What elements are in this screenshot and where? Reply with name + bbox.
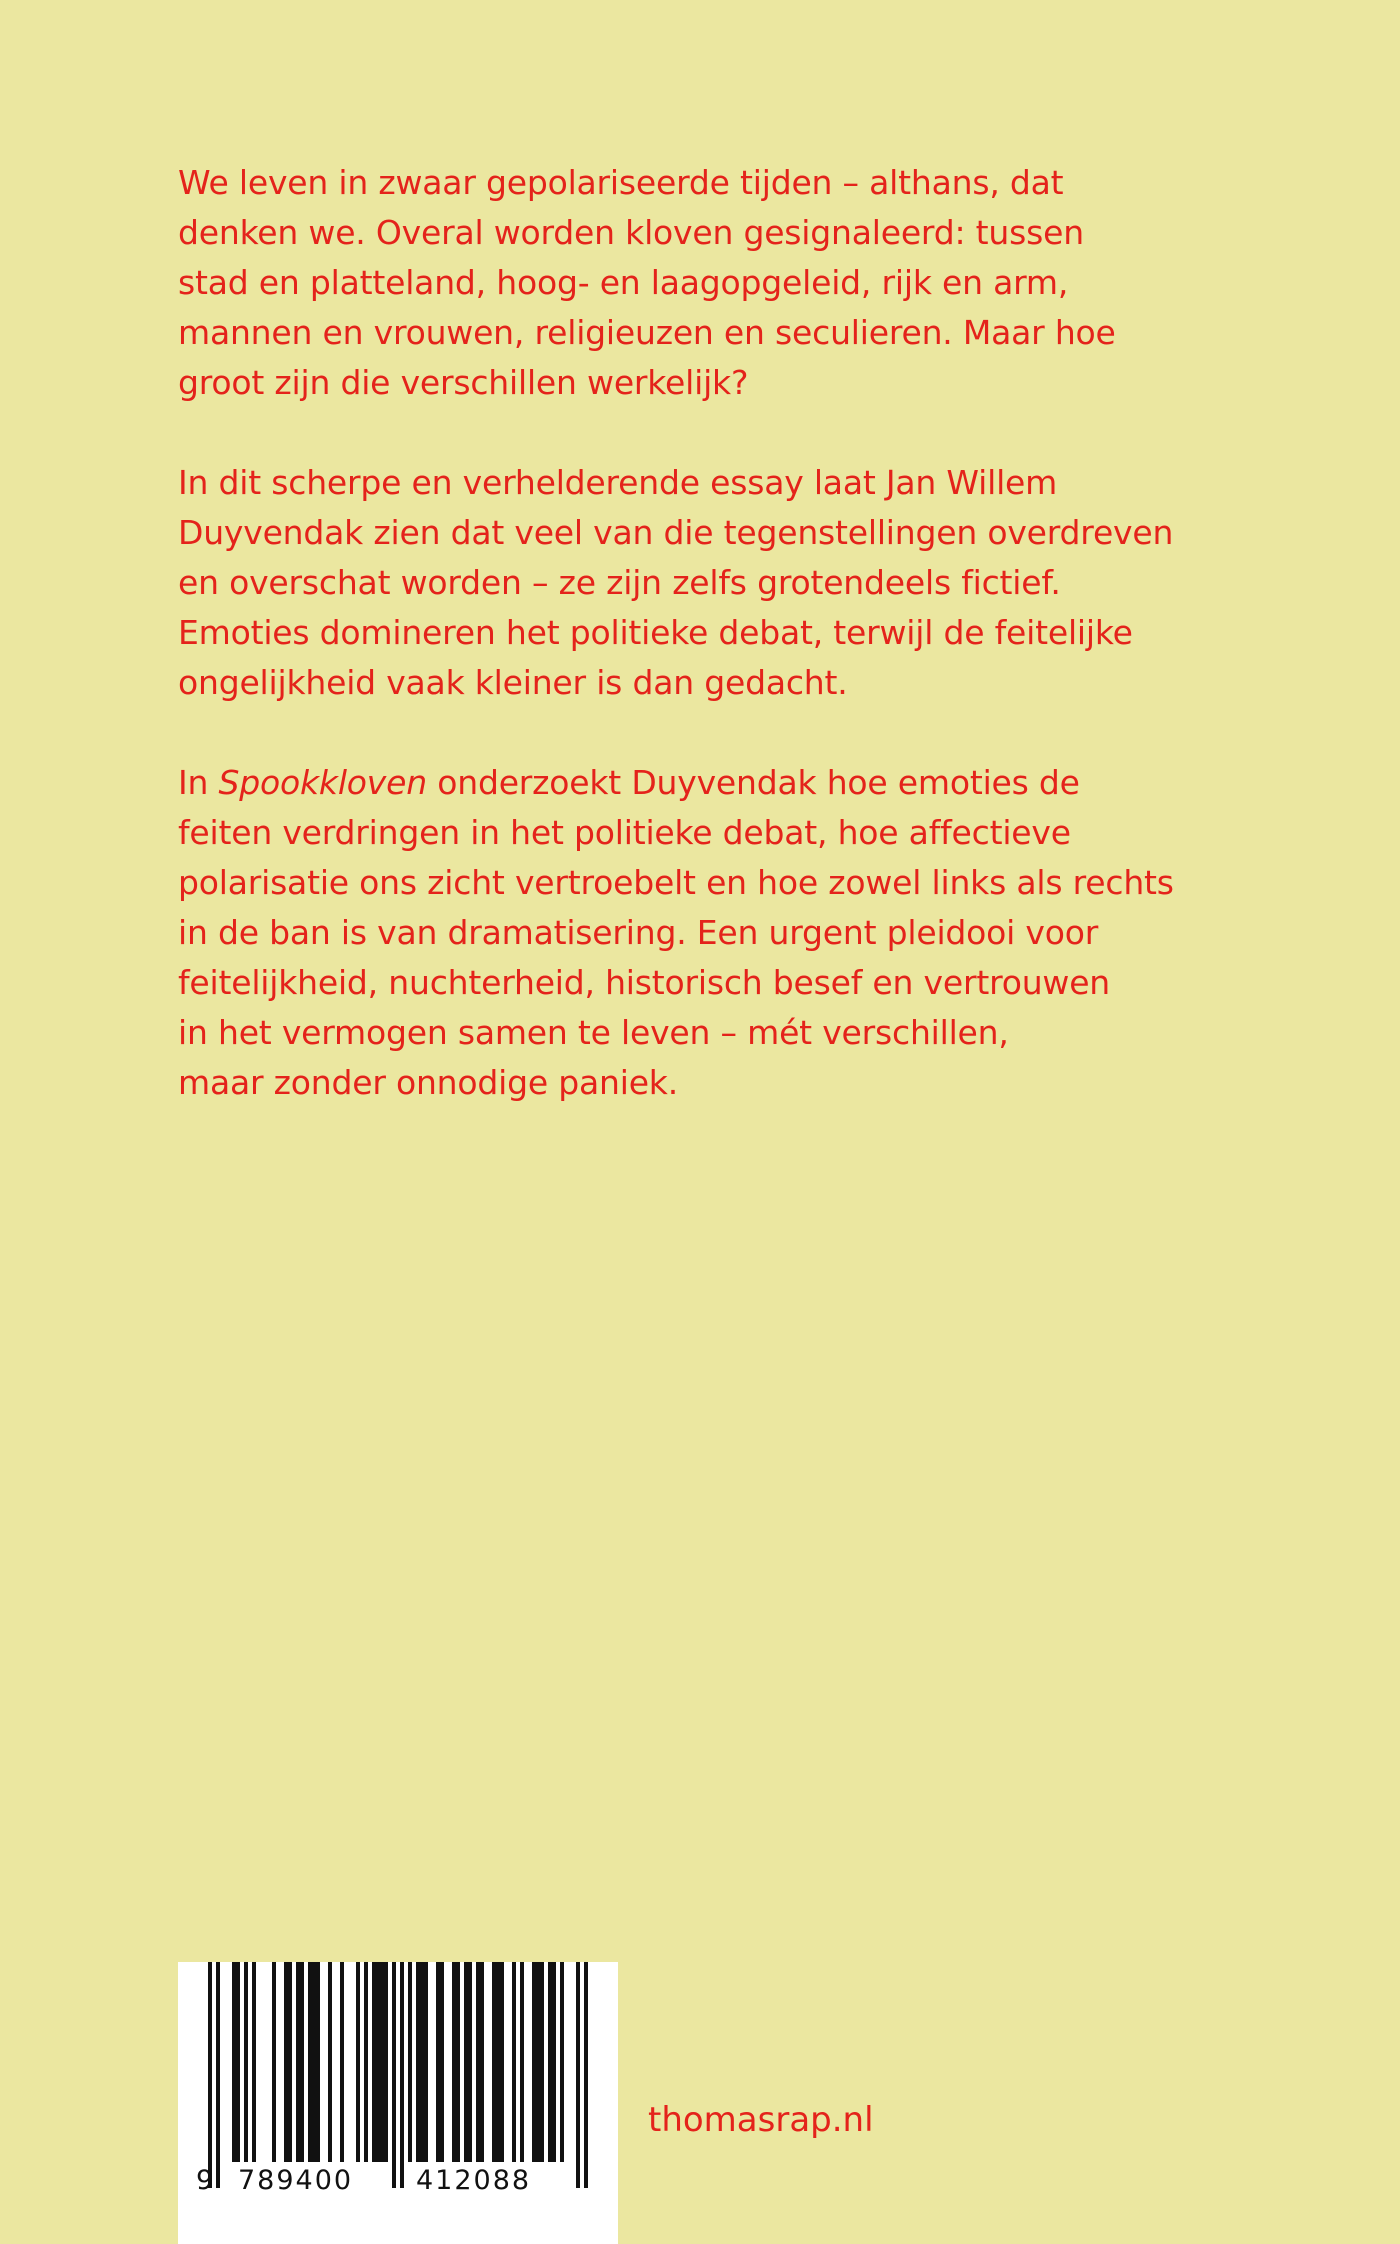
- barcode-bar: [464, 1962, 472, 2162]
- blurb-paragraph-3: [178, 758, 1238, 1108]
- barcode-bar: [392, 1962, 396, 2188]
- blurb-line: in de ban is van dramatisering. Een urgent pleidooi voor: [178, 913, 1099, 952]
- barcode-bar: [416, 1962, 428, 2162]
- barcode-bar: [576, 1962, 580, 2188]
- blurb-line: polarisatie ons zicht vertroebelt en hoe zowel links als rechts: [178, 863, 1174, 902]
- barcode-bar: [272, 1962, 276, 2162]
- barcode-bars: [178, 1962, 618, 2244]
- barcode-digits-right: 412088: [416, 2165, 532, 2196]
- barcode-bar: [328, 1962, 332, 2162]
- barcode-bar: [520, 1962, 524, 2162]
- blurb-line: in het vermogen samen te leven – mét verschillen,: [178, 1013, 1009, 1052]
- blurb-line: feiten verdringen in het politieke debat, hoe affectieve: [178, 813, 1071, 852]
- barcode-digits-left: 789400: [238, 2165, 354, 2196]
- barcode-bar: [208, 1962, 212, 2188]
- barcode-bar: [232, 1962, 240, 2162]
- blurb-line: Emoties domineren het politieke debat, terwijl de feitelijke: [178, 613, 1133, 652]
- blurb-line: feitelijkheid, nuchterheid, historisch besef en vertrouwen: [178, 963, 1111, 1002]
- barcode-bar: [284, 1962, 292, 2162]
- blurb-line: We leven in zwaar gepolariseerde tijden – althans, dat: [178, 163, 1064, 202]
- barcode-bar: [364, 1962, 368, 2162]
- blurb-text: In: [178, 763, 219, 802]
- blurb-text: onderzoekt Duyvendak hoe emoties de: [426, 763, 1080, 802]
- barcode-bar: [408, 1962, 412, 2162]
- barcode-digit-first: 9: [196, 2165, 216, 2196]
- blurb-line: ongelijkheid vaak kleiner is dan gedacht.: [178, 663, 848, 702]
- publisher-url: thomasrap.nl: [648, 2100, 874, 2140]
- book-title: Spookkloven: [218, 763, 427, 802]
- blurb-line: en overschat worden – ze zijn zelfs grotendeels fictief.: [178, 563, 1061, 602]
- blurb-line: stad en platteland, hoog- en laagopgeleid, rijk en arm,: [178, 263, 1069, 302]
- barcode-bar: [244, 1962, 248, 2162]
- barcode-bar: [512, 1962, 516, 2162]
- blurb-line: In dit scherpe en verhelderende essay laat Jan Willem: [178, 463, 1058, 502]
- barcode-bar: [296, 1962, 304, 2162]
- blurb-line: groot zijn die verschillen werkelijk?: [178, 363, 749, 402]
- isbn-barcode: [178, 1962, 618, 2244]
- barcode-bar: [584, 1962, 588, 2188]
- barcode-bar: [436, 1962, 444, 2162]
- barcode-bar: [356, 1962, 360, 2162]
- barcode-bar: [492, 1962, 504, 2162]
- blurb-paragraph-1: [178, 158, 1238, 408]
- blurb-line: Duyvendak zien dat veel van die tegenstellingen overdreven: [178, 513, 1174, 552]
- barcode-bar: [340, 1962, 344, 2162]
- barcode-bar: [216, 1962, 220, 2188]
- barcode-bar: [252, 1962, 256, 2162]
- barcode-bar: [560, 1962, 564, 2162]
- barcode-bar: [400, 1962, 404, 2188]
- barcode-bar: [532, 1962, 544, 2162]
- blurb-line: mannen en vrouwen, religieuzen en seculieren. Maar hoe: [178, 313, 1116, 352]
- barcode-bar: [452, 1962, 460, 2162]
- barcode-bar: [476, 1962, 484, 2162]
- barcode-bar: [548, 1962, 556, 2162]
- back-cover-blurb: [178, 158, 1238, 1158]
- blurb-paragraph-2: [178, 458, 1238, 708]
- barcode-bar: [372, 1962, 388, 2162]
- blurb-line: maar zonder onnodige paniek.: [178, 1063, 679, 1102]
- blurb-line: [178, 758, 1238, 808]
- barcode-bar: [308, 1962, 320, 2162]
- blurb-line: denken we. Overal worden kloven gesignaleerd: tussen: [178, 213, 1084, 252]
